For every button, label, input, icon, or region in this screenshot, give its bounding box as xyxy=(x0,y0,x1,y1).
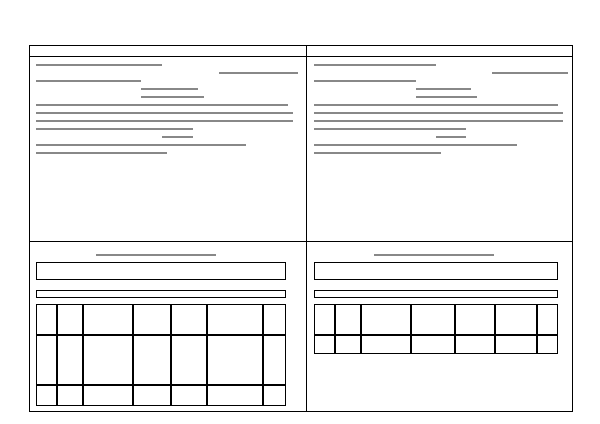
column-divider xyxy=(306,46,307,411)
left-body xyxy=(36,64,298,160)
table-header xyxy=(30,46,572,57)
right-body xyxy=(314,64,568,160)
left-form xyxy=(36,246,298,406)
comparison-table xyxy=(29,45,573,412)
right-form xyxy=(314,246,568,406)
section-divider xyxy=(30,241,572,242)
